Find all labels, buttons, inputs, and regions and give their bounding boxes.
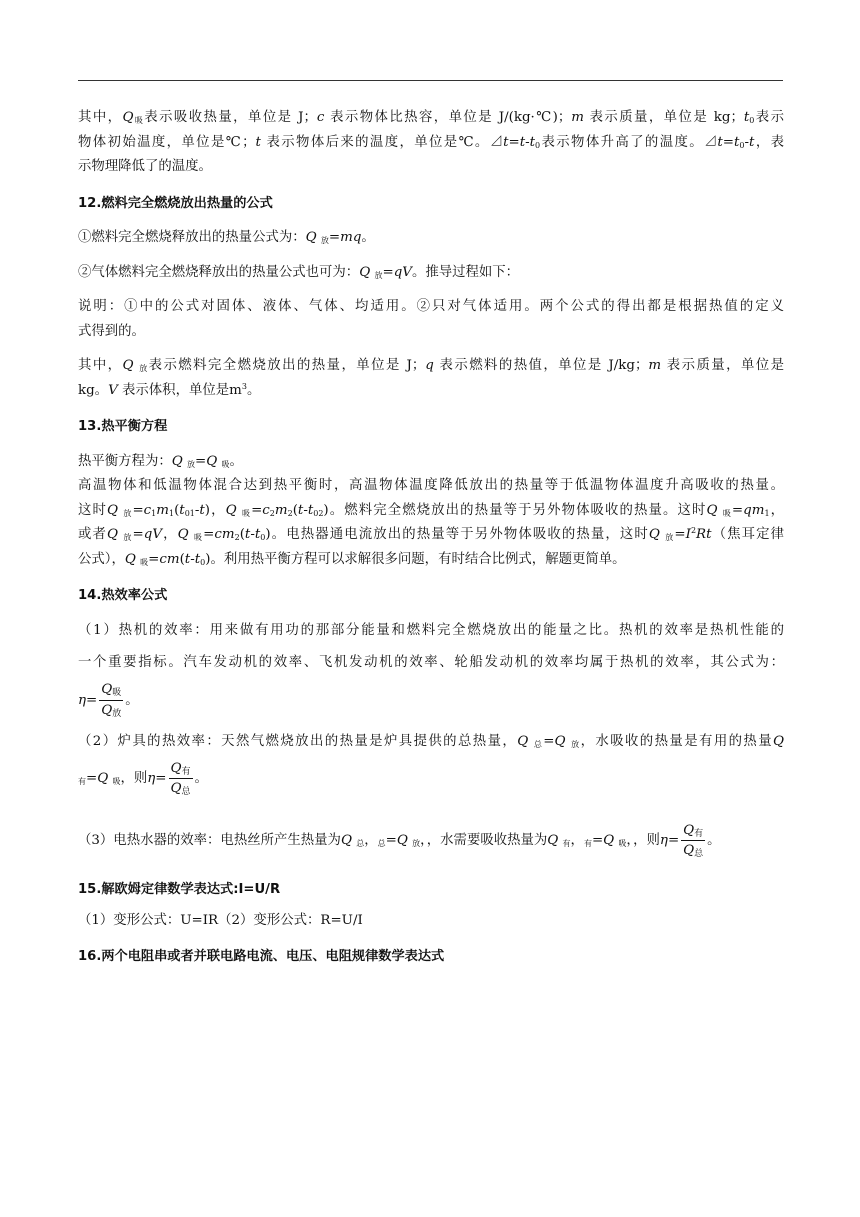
text-line: 其中，Q $_放$表示燃料完全燃烧放出的热量，单位是 J；q 表示燃料的热值，单位是 J/kg；m 表示质量，单位是 [78, 358, 785, 373]
header-rule [78, 80, 783, 81]
fraction: $\frac{Q_有}{Q_总}$ [170, 760, 191, 797]
formula-line: η= $\frac{Q_吸}{Q_放}$ 。 [78, 682, 139, 719]
text-line: ①燃料完全燃烧释放出的热量公式为：Q $_放$=mq。 [78, 230, 375, 245]
fraction: $\frac{Q_有}{Q_总}$ [683, 822, 704, 859]
text-line: 这时Q $_放=c_1m_1(t_{01}-t)$，Q $_吸=c_2m_2(t-t_{02})$。燃料完全燃烧放出的热量等于另外物体吸收的热量。这时Q $_吸=qm_1$， [78, 502, 785, 518]
section-heading-14: 14.热效率公式 [78, 588, 168, 603]
text-line: 物体初始温度，单位是℃；t 表示物体后来的温度，单位是℃。$⊿t=t-t_0$表示物体升高了的温度。$⊿t=t_0-t$，表 [78, 134, 784, 150]
text-line: 示物理降低了的温度。 [78, 159, 212, 174]
text-line: 热平衡方程为：Q $_放$=Q $_吸$。 [78, 453, 243, 469]
text-line: （1）热机的效率：用来做有用功的那部分能量和燃料完全燃烧放出的能量之比。热机的效率是热机性能的 [78, 622, 784, 638]
formula-line: （3）电热水器的效率：电热丝所产生热量为Q $_总$，$_总$=Q $_放$，，水需要吸收热量为Q $_有$，$_有$=Q $_吸$，，则η= $\frac{Q_有}{Q_总}$ 。 [78, 822, 721, 859]
fraction: $\frac{Q_吸}{Q_放}$ [101, 682, 122, 719]
text-line: 式得到的。 [78, 323, 145, 339]
document-body [78, 106, 784, 970]
section-heading-12: 12.燃料完全燃烧放出热量的公式 [78, 195, 273, 211]
text-line: 其中，$Q_吸$表示吸收热量，单位是 J；c 表示物体比热容，单位是 J/(kg·℃)；m 表示质量，单位是 kg；$t_0$表示 [78, 110, 785, 125]
text-line: ②气体燃料完全燃烧释放出的热量公式也可为：Q $_放$=qV。推导过程如下： [78, 264, 520, 280]
text-line: 公式），Q $_吸=cm(t-t_0)$。利用热平衡方程可以求解很多问题，有时结合比例式，解题更简单。 [78, 551, 626, 567]
text-line: （1）变形公式：U=IR（2）变形公式：R=U/I [78, 912, 363, 928]
text-line: kg。V 表示体积，单位是$m^3$。 [78, 381, 261, 398]
section-heading-13: 13.热平衡方程 [78, 419, 168, 434]
text-line: （2）炉具的热效率：天然气燃烧放出的热量是炉具提供的总热量，Q $_总$=Q $_放$，水吸收的热量是有用的热量Q [78, 733, 785, 749]
text-line: 说明：①中的公式对固体、液体、气体、均适用。②只对气体适用。两个公式的得出都是根据热值的定义 [78, 299, 784, 314]
formula-line: $_有$=Q $_吸$，则η= $\frac{Q_有}{Q_总}$ 。 [78, 760, 208, 797]
text-line: 高温物体和低温物体混合达到热平衡时，高温物体温度降低放出的热量等于低温物体温度升高吸收的热量。 [78, 478, 784, 493]
section-heading-15: 15.解欧姆定律数学表达式:I=U/R [78, 882, 281, 897]
text-line: 一个重要指标。汽车发动机的效率、飞机发动机的效率、轮船发动机的效率均属于热机的效率，其公式为： [78, 655, 784, 670]
section-heading-16: 16.两个电阻串或者并联电路电流、电压、电阻规律数学表达式 [78, 949, 445, 964]
text-line: 或者Q $_放$=qV，Q $_吸=cm_2(t-t_0)$。电热器通电流放出的热量等于另外物体吸收的热量，这时Q $_放=I^2Rt$（焦耳定律 [78, 526, 785, 542]
